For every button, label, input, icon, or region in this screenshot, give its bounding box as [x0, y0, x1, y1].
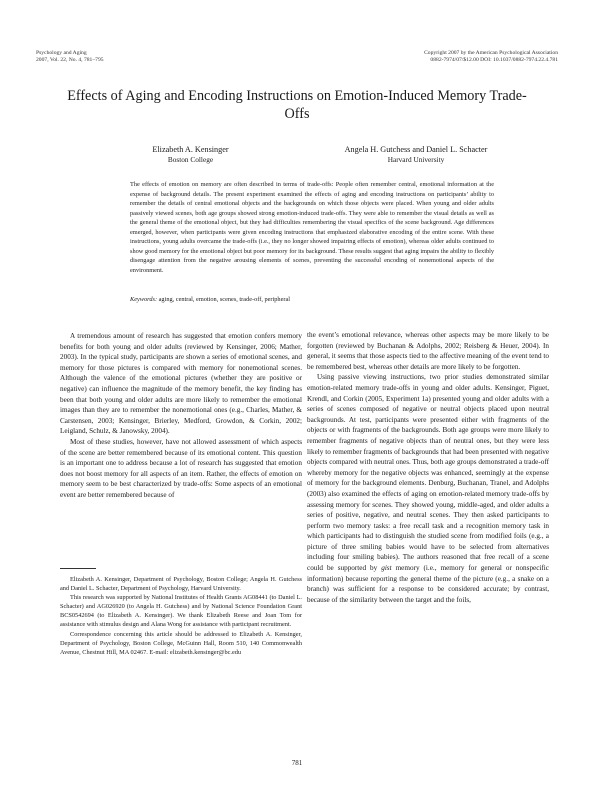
- body-paragraph: the event’s emotional relevance, whereas other aspects may be more likely to be forgotten (reviewed by Buchanan & Adolphs, 2002; Reisberg & Heuer, 2004). In general, it seems that those aspects tied to the affective meaning of the event tend to be remembered best, whereas other details are more likely to be forgotten.: [307, 331, 549, 371]
- body-column-left: [60, 331, 302, 501]
- author-block-1: [118, 145, 263, 164]
- keywords: [130, 295, 494, 304]
- abstract: [130, 180, 494, 275]
- journal-name: Psychology and Aging: [36, 50, 87, 56]
- body-paragraph: [307, 372, 549, 605]
- author-name: Angela H. Gutchess and Daniel L. Schacter: [344, 145, 488, 154]
- author-block-2: [316, 145, 516, 164]
- author-name: Elizabeth A. Kensinger: [152, 145, 229, 154]
- keywords-label: Keywords:: [130, 296, 158, 303]
- emphasis-gist: gist: [381, 564, 392, 573]
- footnote: This research was supported by National Institutes of Health Grants AG08441 (to Daniel L. Schacter) and AG026920 (to Angela H. Gutchess) and by National Science Foundation Grant BCS0542694 (to Elizabeth A. Kensinger). We thank Elizabeth Reese and Joan Tom for assistance with stimulus design and Alana Wong for assistance with participant recruitment.: [60, 594, 302, 629]
- body-column-right: [307, 330, 549, 605]
- body-text: Using passive viewing instructions, two prior studies demonstrated similar emotion-related memory trade-offs in young and older adults. Kensinger, Piguet, Krendl, and Corkin (2005, Experiment 1a) presented young and older adults with a series of scenes composed of negative or neutral objects placed upon neutral backgrounds. At test, participants were presented either with fragments of the objects or with fragments of the backgrounds. Both age groups were more likely to remember fragments of negative objects than of neutral ones, but they were less likely to remember fragments of backgrounds that had been presented with negative objects compared with neutral ones. Thus, both age groups demonstrated a trade-off whereby memory for the negative objects was enhanced, seemingly at the expense of memory for the background elements. Denburg, Buchanan, Tranel, and Adolphs (2003) also examined the effects of aging on emotion-related memory trade-offs by assessing memory for scenes. They showed young, middle-aged, and older adults a series of positive, negative, and neutral scenes. They then asked participants to perform two memory tasks: a free recall task and a recognition memory task in which participants had to distinguish the studied scene from modified foils (e.g., a picture of three smiling babies would have to be selected from alternatives including four smiling babies). The authors reasoned that free recall of a scene could be supported by: [307, 373, 549, 573]
- keywords-text: aging, central, emotion, scenes, trade-off, peripheral: [158, 296, 291, 303]
- author-affiliation: Boston College: [167, 155, 214, 164]
- footnote-divider: [60, 568, 96, 569]
- body-paragraph: Most of these studies, however, have not allowed assessment of which aspects of the scene are better remembered because of its emotional content. This question is an important one to address because a lot of research has suggested that emotion does not boost memory for all aspects of an item. Rather, the effects of emotion on memory seem to be best characterized by trade-offs: Some aspects of an emotional event are better remembered because of: [60, 437, 302, 499]
- copyright-header: [424, 50, 558, 64]
- body-paragraph: A tremendous amount of research has suggested that emotion confers memory benefits for both young and older adults (reviewed by Kensinger, 2006; Mather, 2003). In the typical study, participants are shown a series of emotional scenes, and memory for those pictures is compared with memory for nonemotional scenes. Although the valence of the emotional pictures (whether they are positive or negative) can influence the magnitude of the memory benefit, the key finding has been that both young and older adults are more likely to remember the emotional images than they are to remember the nonemotional ones (e.g., Charles, Mather, & Carstensen, 2003; Kensinger, Brierley, Medford, Growdon, & Corkin, 2002; Leigland, Schulz, & Janowsky, 2004).: [60, 332, 302, 436]
- copyright-line: Copyright 2007 by the American Psychological Association: [424, 50, 558, 56]
- body-text: memory (i.e., memory for general or nonspecific information) because reporting the general theme of the picture (e.g., a snake on a branch) was sufficient for a response to be considered accurate; by contrast, because of the similarity between the target and the foils,: [307, 564, 549, 604]
- footnote: Elizabeth A. Kensinger, Department of Psychology, Boston College; Angela H. Gutchess and Daniel L. Schacter, Department of Psychology, Harvard University.: [60, 576, 302, 593]
- page-number: 781: [291, 759, 303, 767]
- abstract-text: The effects of emotion on memory are often described in terms of trade-offs: People often remember central, emotional information at the expense of background details. The present experiment examined the effects of aging and encoding instructions on participants’ ability to remember the details of central emotional objects and the backgrounds on which those objects were placed. When young and older adults passively viewed scenes, both age groups showed strong emotion-induced trade-offs. They were able to remember the visual details as well as the general theme of the emotional object, but they had difficulties remembering the visual specifics of the scene background. Age differences emerged, however, when participants were given encoding instructions that emphasized elaborative encoding of the entire scene. With these instructions, young adults overcame the trade-offs (i.e., they no longer showed impairing effects of emotion), whereas older adults continued to show good memory for the emotional object but poor memory for its background. These results suggest that aging impairs the ability to flexibly disengage attention from the negative arousing elements of scenes, preventing the successful encoding of nonemotional aspects of the environment.: [130, 181, 494, 274]
- article-title: Effects of Aging and Encoding Instructions on Emotion-Induced Memory Trade-Offs: [67, 88, 527, 122]
- footnote: Correspondence concerning this article should be addressed to Elizabeth A. Kensinger, Department of Psychology, Boston College, McGuinn Hall, Room 510, 140 Commonwealth Avenue, Chestnut Hill, MA 02467. E-mail: elizabeth.kensinger@bc.edu: [60, 630, 302, 656]
- journal-volume: 2007, Vol. 22, No. 4, 781–795: [36, 57, 104, 63]
- footnotes: [60, 575, 302, 657]
- issn-doi-line: 0882-7974/07/$12.00 DOI: 10.1037/0882-7974.22.4.781: [430, 57, 558, 63]
- author-affiliation: Harvard University: [387, 155, 445, 164]
- journal-header: [36, 50, 104, 64]
